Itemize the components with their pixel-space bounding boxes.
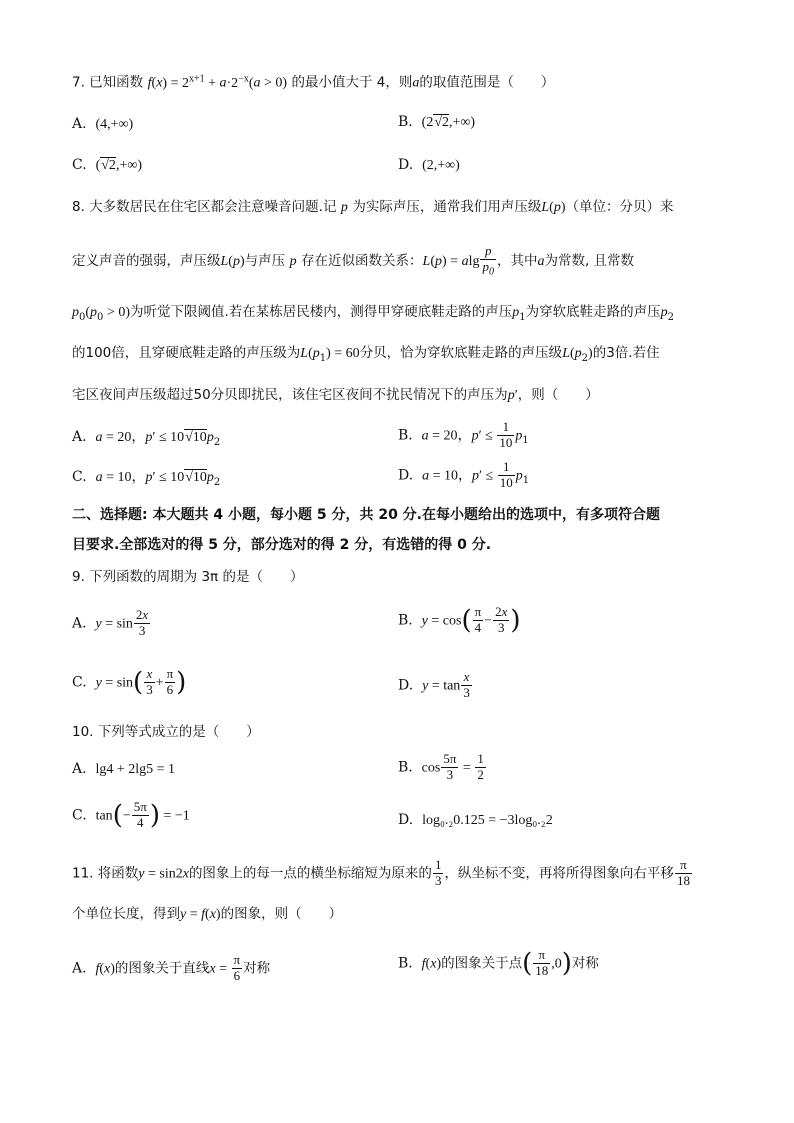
q10-stem: 10. 下列等式成立的是（ ）: [72, 724, 260, 740]
q10-option-d[interactable]: D. log₀.₂0.125 = −3log₀.₂2: [398, 812, 553, 828]
q9-option-c[interactable]: C. y = sin( $\frac{x}{3}$ + $\frac{\pi}{6}$ ): [72, 666, 187, 698]
section-2-heading-line-1: 二、选择题: 本大题共 4 小题，每小题 5 分，共 20 分.在每小题给出的选项中，有多项符合题: [72, 507, 660, 523]
q9-option-b[interactable]: B. y = cos( $\frac{\pi}{4}$ − $\frac{2x}{3}$ ): [398, 604, 521, 636]
section-2-heading-line-2: 目要求.全部选对的得 5 分，部分选对的得 2 分，有选错的得 0 分.: [72, 537, 492, 553]
q8-option-c[interactable]: C. a = 10，$p' \le 10√10p_2$: [72, 469, 221, 488]
q8-option-a[interactable]: A. a = 20，$p' \le 10√10p_2$: [72, 429, 221, 448]
q9-stem: 9. 下列函数的周期为 3π 的是（ ）: [72, 569, 304, 585]
q9-option-d[interactable]: D. y = tan $\frac{x}{3}$: [398, 669, 470, 700]
q9-option-a[interactable]: A. y = sin $\frac{2x}{3}$: [72, 607, 149, 638]
q10-option-b[interactable]: B. cos $\frac{5\pi}{3}$ = $\frac{1}{2}$: [398, 751, 484, 782]
q11-line-2: 个单位长度，得到y = f(x)的图象，则（ ）: [72, 906, 343, 922]
q11-option-b[interactable]: B. f(x)的图象关于点( $\frac{\pi}{18}$ ,0)对称: [398, 947, 599, 979]
q8-option-d[interactable]: D. a = 10，p′ ≤ $\frac{1}{10}$ $p_1$: [398, 459, 530, 490]
q7-option-a[interactable]: A. (4,+∞): [72, 116, 134, 132]
q8-line-5: 宅区夜间声压级超过50分贝即扰民，该住宅区夜间不扰民情况下的声压为p′，则（ ）: [72, 387, 599, 403]
q7-option-c[interactable]: C. (√2,+∞): [72, 157, 142, 173]
q8-option-b[interactable]: B. a = 20，p′ ≤ $\frac{1}{10}$ $p_1$: [398, 419, 529, 450]
q10-option-c[interactable]: C. tan(− $\frac{5\pi}{4}$ ) = −1: [72, 799, 190, 831]
q10-option-a[interactable]: A. lg4 + 2lg5 = 1: [72, 761, 176, 777]
q11-option-a[interactable]: A. f(x)的图象关于直线x = $\frac{\pi}{6}$ 对称: [72, 952, 271, 983]
q8-line-1: 8. 大多数居民在住宅区都会注意噪音问题.记 p 为实际声压，通常我们用声压级L(p)（单位：分贝）来: [72, 199, 674, 215]
q8-line-4: 的100倍，且穿硬底鞋走路的声压级为$L(p_1) = 60$分贝，恰为穿软底鞋走路的声压级$L(p_2)$的3倍.若住: [72, 345, 660, 364]
q7-option-d[interactable]: D. (2,+∞): [398, 157, 460, 173]
q8-line-2: 定义声音的强弱，声压级L(p)与声压 p 存在近似函数关系：L(p) = alg $\frac{p}{p_0}$ ，其中a为常数, 且常数: [72, 243, 635, 278]
q8-line-3: $p_0(p_0 > 0)$为听觉下限阈值.若在某栋居民楼内，测得甲穿硬底鞋走路的声压$p_1$为穿软底鞋走路的声压$p_2$: [72, 304, 675, 323]
q7-option-b[interactable]: B. (2√2,+∞): [398, 114, 476, 130]
q11-line-1: 11. 将函数y = sin2x的图象上的每一点的横坐标缩短为原来的 $\frac{1}{3}$ ，纵坐标不变，再将所得图象向右平移 $\frac{\pi}{18}$: [72, 857, 690, 888]
q7-stem: 7. 已知函数 $f(x) = 2^{x+1} + a\cdot 2^{-x}(a > 0)$ 的最小值大于 4，则a的取值范围是（ ）: [72, 73, 555, 91]
